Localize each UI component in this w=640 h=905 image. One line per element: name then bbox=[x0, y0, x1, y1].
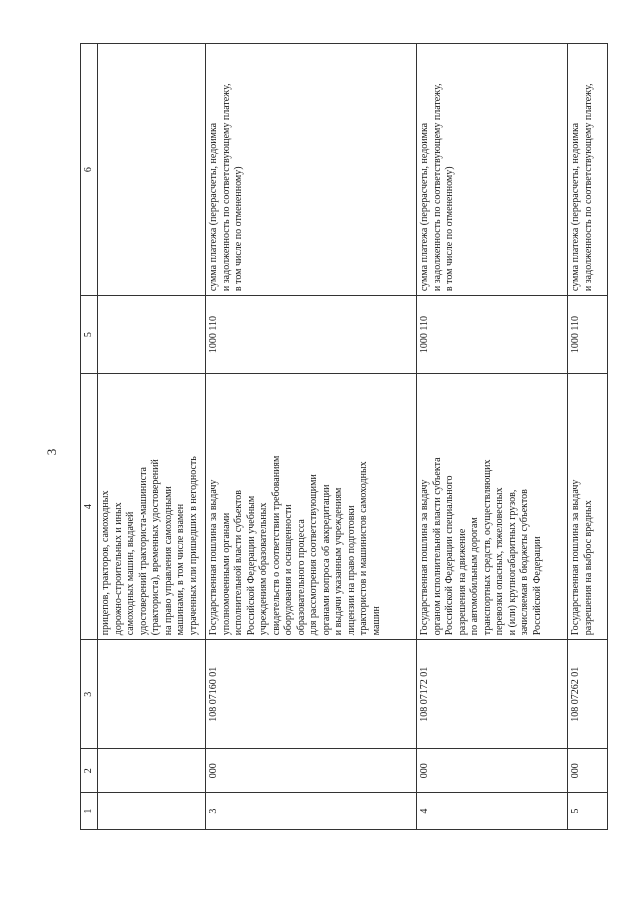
income-name: Государственная пошлина за выдачу уполномоченными органами исполнительной власти субъектов Российской Федерации учебным учреждениям образовательных свидетельств о соответствии требованиям оборудования и оснащенности образовательного процесса для рассмотрения соответствующими органами вопроса об аккредитации и выдачи указанным учреждениям лицензии на право подготовки трактористов и машинистов самоходных машин bbox=[206, 374, 417, 640]
row-number bbox=[98, 793, 206, 830]
income-code bbox=[98, 640, 206, 749]
header-cell: 4 bbox=[81, 374, 98, 640]
page-number: 3 bbox=[44, 448, 59, 456]
note: сумма платежа (перерасчеты, недоимка и задолженность по соответствующему платежу, в том числе по отмененному) bbox=[206, 44, 417, 296]
income-code: 108 07262 01 bbox=[568, 640, 608, 749]
admin-code: 000 bbox=[417, 749, 568, 793]
header-cell: 5 bbox=[81, 296, 98, 374]
table-row bbox=[98, 44, 206, 830]
header-cell: 6 bbox=[81, 44, 98, 296]
row-number: 5 bbox=[568, 793, 608, 830]
subtype-code: 1000 110 bbox=[206, 296, 417, 374]
table-row bbox=[568, 44, 608, 830]
note: сумма платежа (перерасчеты, недоимка и задолженность по соответствующему платежу, bbox=[568, 44, 608, 296]
row-number: 3 bbox=[206, 793, 417, 830]
income-name: Государственная пошлина за выдачу органом исполнительной власти субъекта Российской Федерации специального разрешения на движение по автомобильным дорогам транспортных средств, осуществляющих перевозки опасных, тяжеловесных и (или) крупногабаритных грузов, зачисляемая в бюджеты субъектов Российской Федерации bbox=[417, 374, 568, 640]
income-name: прицепов, тракторов, самоходных дорожно-строительных и иных самоходных машин, выдачей удостоверений тракториста-машиниста (тракториста), временных удостоверений на право управления самоходными машинами, в том числе взамен утраченных или пришедших в негодность bbox=[98, 374, 206, 640]
admin-code bbox=[98, 749, 206, 793]
income-code: 108 07160 01 bbox=[206, 640, 417, 749]
income-code: 108 07172 01 bbox=[417, 640, 568, 749]
subtype-code: 1000 110 bbox=[417, 296, 568, 374]
budget-codes-table bbox=[80, 43, 608, 830]
admin-code: 000 bbox=[206, 749, 417, 793]
admin-code: 000 bbox=[568, 749, 608, 793]
rotated-table-container bbox=[80, 43, 630, 830]
table-row bbox=[417, 44, 568, 830]
header-cell: 3 bbox=[81, 640, 98, 749]
header-row bbox=[81, 44, 98, 830]
income-name: Государственная пошлина за выдачу разрешения на выброс вредных bbox=[568, 374, 608, 640]
subtype-code: 1000 110 bbox=[568, 296, 608, 374]
subtype-code bbox=[98, 296, 206, 374]
note bbox=[98, 44, 206, 296]
row-number: 4 bbox=[417, 793, 568, 830]
note: сумма платежа (перерасчеты, недоимка и задолженность по соответствующему платежу, в том числе по отмененному) bbox=[417, 44, 568, 296]
header-cell: 2 bbox=[81, 749, 98, 793]
header-cell: 1 bbox=[81, 793, 98, 830]
table-row bbox=[206, 44, 417, 830]
